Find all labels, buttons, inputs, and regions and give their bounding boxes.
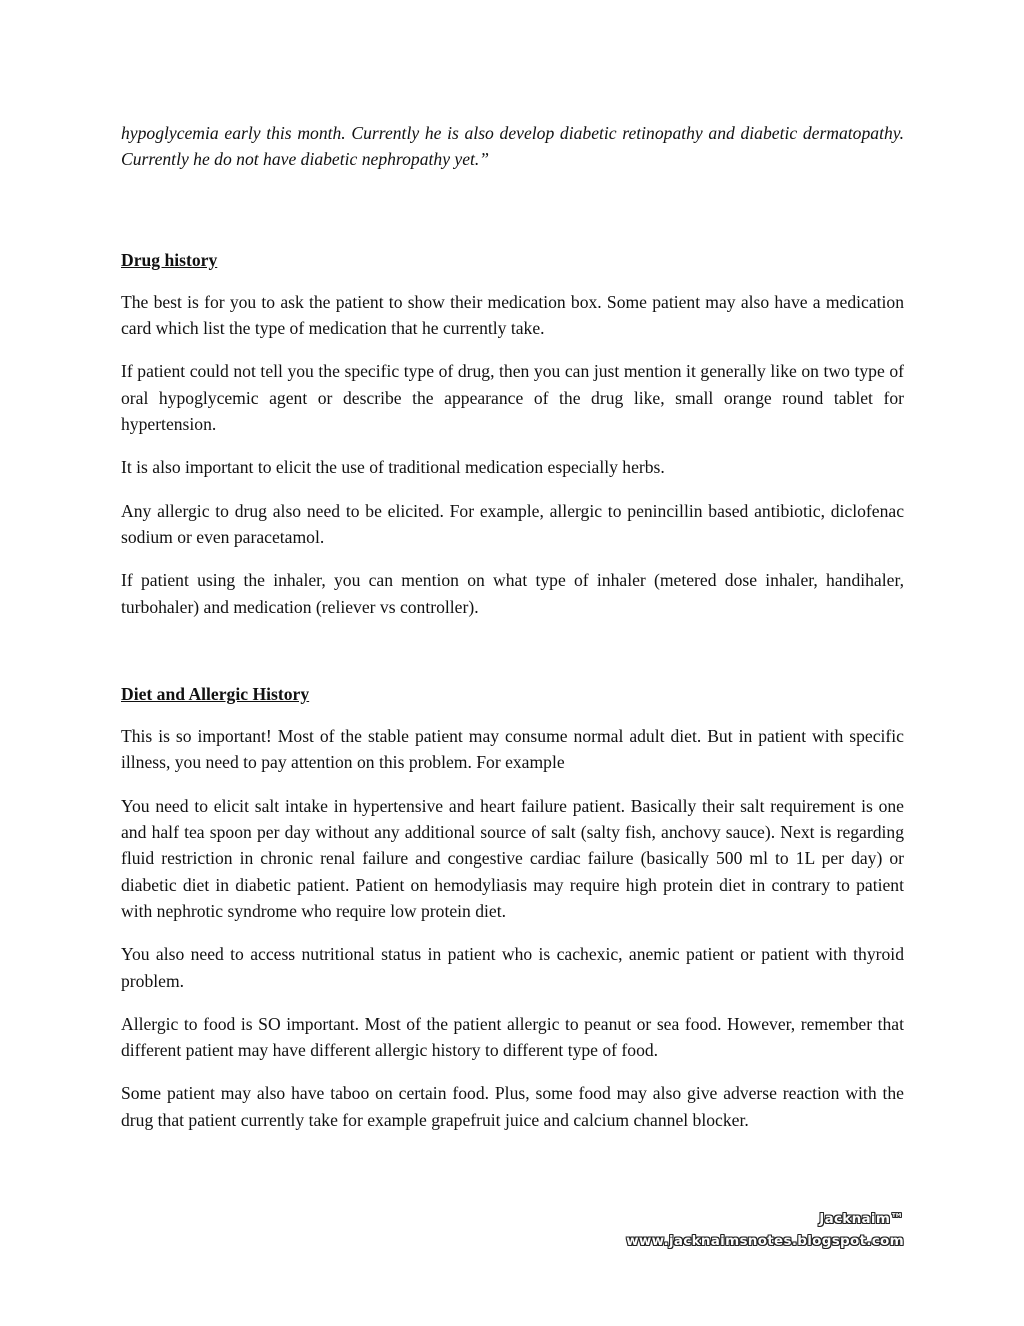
diet-paragraph-3: You also need to access nutritional status in patient who is cachexic, anemic patient or patient with thyroid problem. [121, 944, 904, 991]
drug-paragraph-3: It is also important to elicit the use of traditional medication especially herbs. [121, 457, 665, 478]
footer-watermark [626, 1208, 904, 1252]
footer-url: www.jacknaimsnotes.blogspot.com [626, 1233, 904, 1249]
diet-paragraph-2: You need to elicit salt intake in hypertensive and heart failure patient. Basically their salt requirement is one and half tea spoon per day without any additional source of salt (salty fish, anchovy sauce). Next is regarding fluid restriction in chronic renal failure and congestive cardiac failure (basically 500 ml to 1L per day) or diabetic diet in diabetic patient. Patient on hemodyliasis may require high protein diet in contrary to patient with nephrotic syndrome who require low protein diet. [121, 795, 904, 921]
diet-paragraph-4: Allergic to food is SO important. Most of the patient allergic to peanut or sea food. However, remember that different patient may have different allergic history to different type of food. [121, 1013, 904, 1061]
section-heading-diet-history: Diet and Allergic History [121, 683, 310, 704]
intro-paragraph: hypoglycemia early this month. Currently he is also develop diabetic retinopathy and diabetic dermatopathy. Currently he do not have diabetic nephropathy yet.” [121, 123, 904, 170]
section-heading-drug-history: Drug history [121, 249, 218, 270]
drug-paragraph-1: The best is for you to ask the patient to show their medication box. Some patient may also have a medication card which list the type of medication that he currently take. [121, 291, 904, 339]
document-page [121, 120, 904, 1133]
footer-brand: Jacknaim™ [819, 1211, 904, 1227]
drug-paragraph-4: Any allergic to drug also need to be elicited. For example, allergic to penincillin based antibiotic, diclofenac sodium or even paracetamol. [121, 500, 904, 547]
diet-paragraph-5: Some patient may also have taboo on certain food. Plus, some food may also give adverse reaction with the drug that patient currently take for example grapefruit juice and calcium channel blocker. [121, 1083, 904, 1130]
drug-paragraph-2: If patient could not tell you the specific type of drug, then you can just mention it generally like on two type of oral hypoglycemic agent or describe the appearance of the drug like, small orange round tablet for hypertension. [121, 361, 904, 435]
drug-paragraph-5: If patient using the inhaler, you can mention on what type of inhaler (metered dose inhaler, handihaler, turbohaler) and medication (reliever vs controller). [121, 570, 904, 617]
diet-paragraph-1: This is so important! Most of the stable patient may consume normal adult diet. But in patient with specific illness, you need to pay attention on this problem. For example [121, 726, 904, 773]
